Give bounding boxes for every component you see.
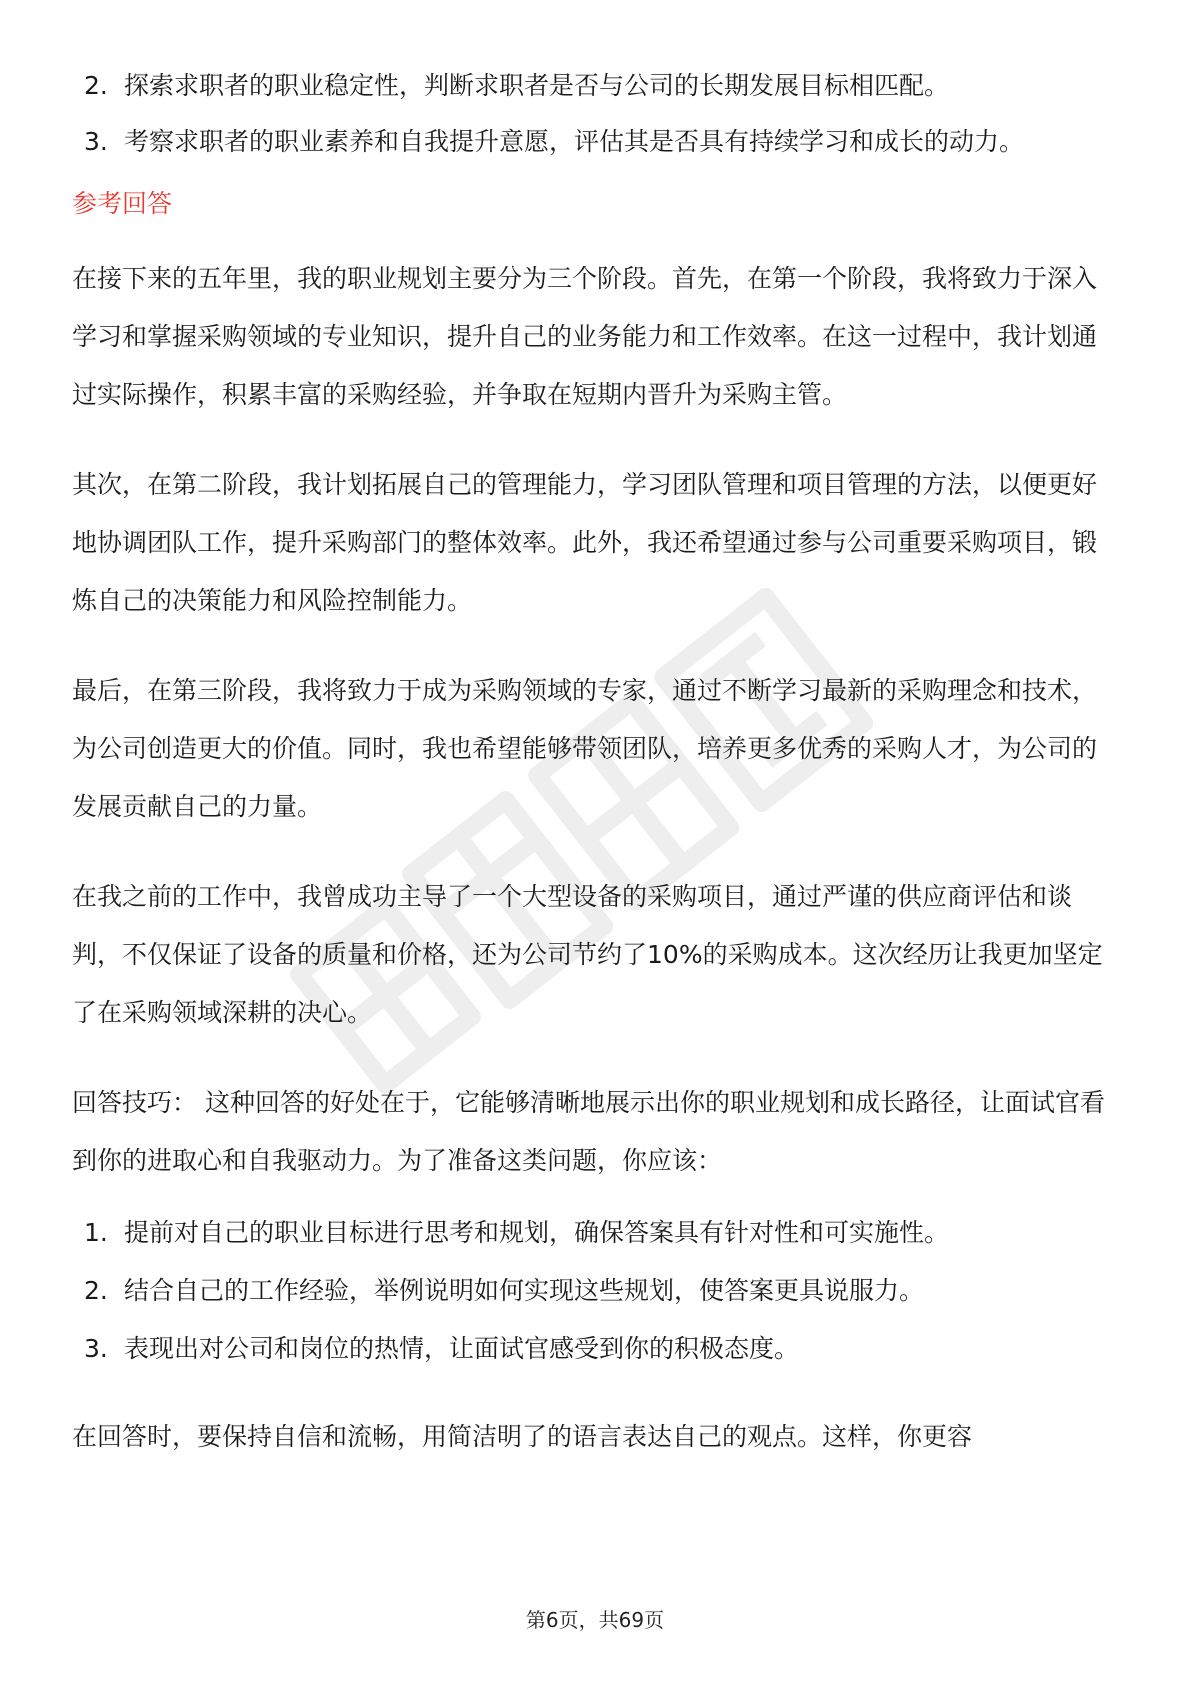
paragraph: 在接下来的五年里，我的职业规划主要分为三个阶段。首先，在第一个阶段，我将致力于深入学习和掌握采购领域的专业知识，提升自己的业务能力和工作效率。在这一过程中，我计划通过实际操作，积累丰富的采购经验，并争取在短期内晋升为采购主管。 <box>72 264 1098 409</box>
list-item-number: 3. <box>84 1334 108 1363</box>
paragraph: 其次，在第二阶段，我计划拓展自己的管理能力，学习团队管理和项目管理的方法，以便更好地协调团队工作，提升采购部门的整体效率。此外，我还希望通过参与公司重要采购项目，锻炼自己的决策能力和风险控制能力。 <box>72 470 1098 615</box>
list-item-text: 提前对自己的职业目标进行思考和规划，确保答案具有针对性和可实施性。 <box>124 1218 950 1247</box>
closing-paragraph: 在回答时，要保持自信和流畅，用简洁明了的语言表达自己的观点。这样，你更容 <box>72 1422 973 1451</box>
top-list <box>72 58 1118 170</box>
list-item <box>72 58 1118 114</box>
page-number-footer: 第6页，共69页 <box>525 1608 665 1632</box>
list-item <box>72 1204 1118 1262</box>
list-item <box>72 114 1118 170</box>
section-heading: 参考回答 <box>72 189 173 218</box>
paragraph: 在我之前的工作中，我曾成功主导了一个大型设备的采购项目，通过严谨的供应商评估和谈判，不仅保证了设备的质量和价格，还为公司节约了10%的采购成本。这次经历让我更加坚定了在采购领域深耕的决心。 <box>72 882 1103 1027</box>
list-item-number: 2. <box>84 71 108 100</box>
paragraph: 最后，在第三阶段，我将致力于成为采购领域的专家，通过不断学习最新的采购理念和技术，为公司创造更大的价值。同时，我也希望能够带领团队，培养更多优秀的采购人才，为公司的发展贡献自己的力量。 <box>72 676 1098 821</box>
list-item-text: 考察求职者的职业素养和自我提升意愿，评估其是否具有持续学习和成长的动力。 <box>124 127 1025 156</box>
list-item <box>72 1262 1118 1320</box>
list-item-number: 2. <box>84 1276 108 1305</box>
answer-tips-paragraph: 回答技巧： 这种回答的好处在于，它能够清晰地展示出你的职业规划和成长路径，让面试官看到你的进取心和自我驱动力。为了准备这类问题，你应该： <box>72 1088 1105 1175</box>
list-item-number: 3. <box>84 127 108 156</box>
list-item-number: 1. <box>84 1218 108 1247</box>
document-body <box>72 58 1118 1466</box>
list-item-text: 探索求职者的职业稳定性，判断求职者是否与公司的长期发展目标相匹配。 <box>124 71 950 100</box>
list-item-text: 结合自己的工作经验，举例说明如何实现这些规划，使答案更具说服力。 <box>124 1276 925 1305</box>
list-item <box>72 1320 1118 1378</box>
tips-list <box>72 1204 1118 1378</box>
list-item-text: 表现出对公司和岗位的热情，让面试官感受到你的积极态度。 <box>124 1334 800 1363</box>
